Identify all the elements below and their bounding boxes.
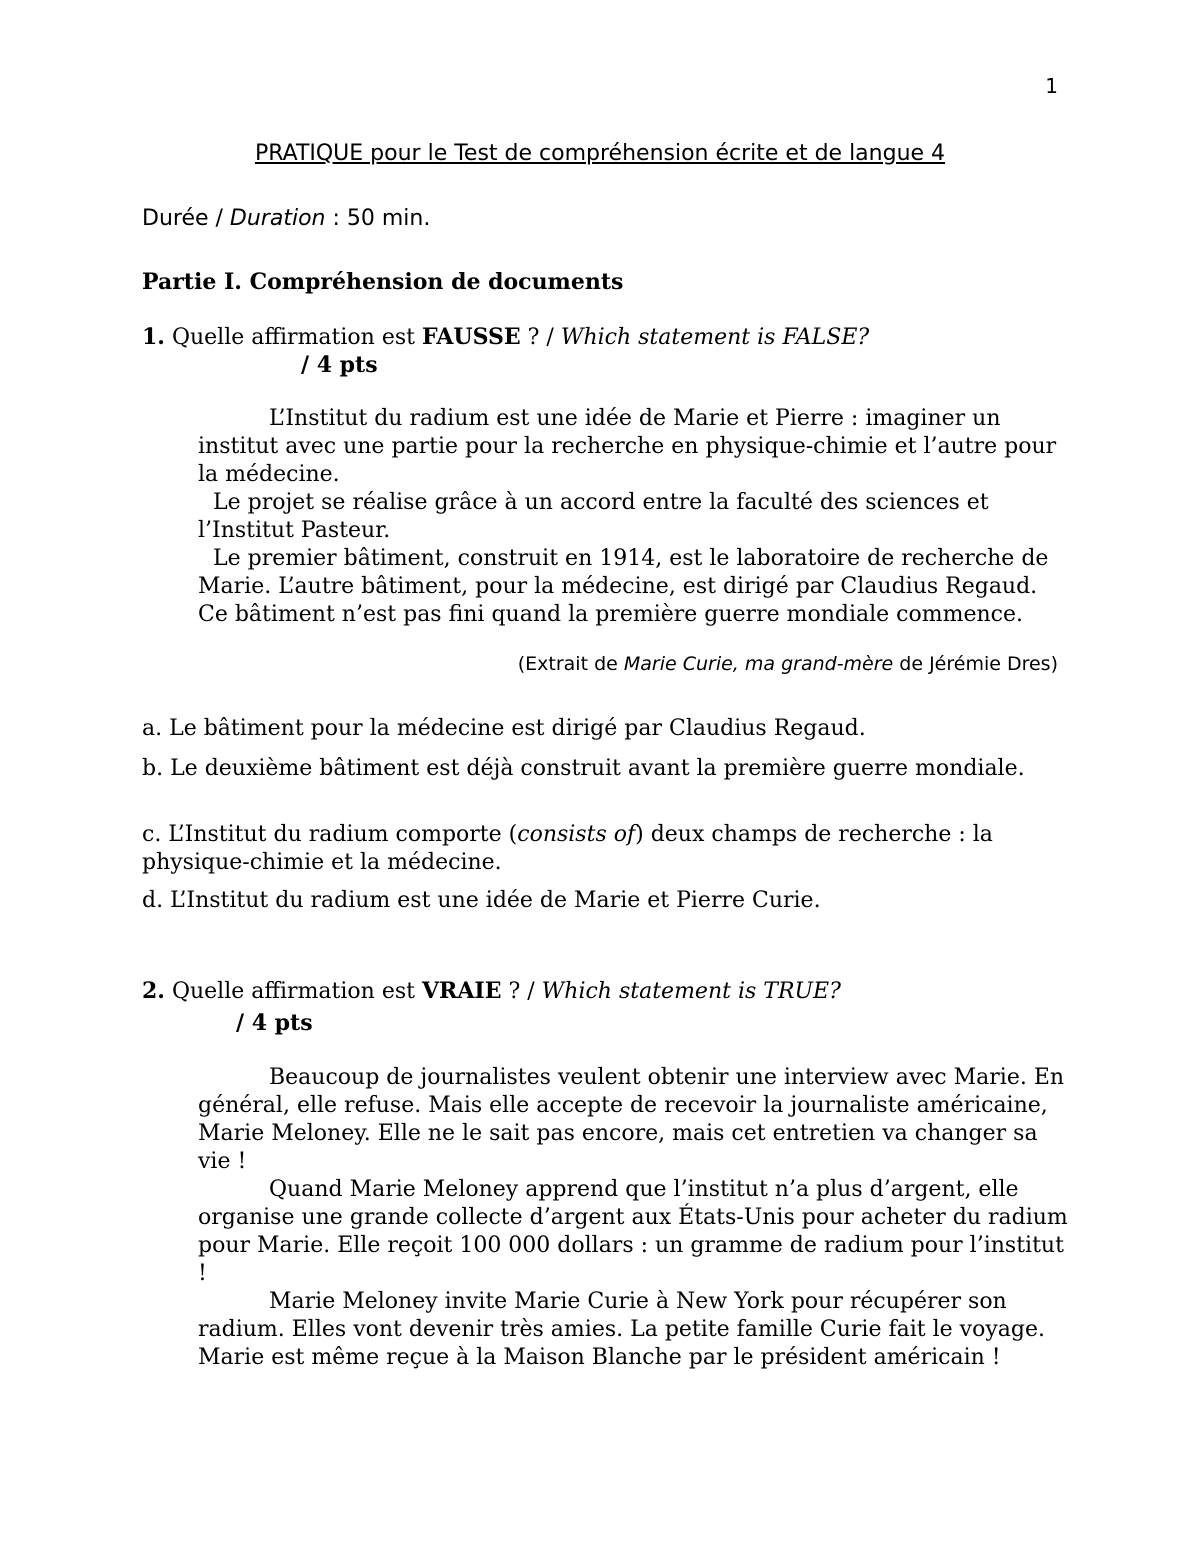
question-1-prompt-en: Which statement is FALSE?	[560, 325, 870, 350]
citation-work: Marie Curie, ma grand-mère	[623, 653, 894, 675]
question-1-points: / 4 pts	[301, 352, 378, 378]
option-b: b. Le deuxième bâtiment est déjà construit avant la première guerre mondiale.	[142, 756, 1025, 781]
question-1-prompt	[142, 323, 869, 352]
option-c	[142, 821, 1062, 877]
question-2-points: / 4 pts	[236, 1010, 313, 1036]
option-c-after: ) deux champs de recherche : la physique-chimie et la médecine.	[142, 822, 993, 875]
duration-label: Durée /	[142, 206, 230, 231]
question-2-prompt-en: Which statement is TRUE?	[541, 979, 841, 1004]
question-1-prompt-fr: Quelle affirmation est	[164, 325, 422, 350]
duration-sep: :	[325, 206, 347, 231]
passage-citation	[518, 652, 1058, 676]
duration-line	[142, 206, 430, 231]
option-d: d. L’Institut du radium est une idée de Marie et Pierre Curie.	[142, 888, 821, 913]
question-1-passage	[198, 405, 1068, 629]
question-1-keyword: FAUSSE	[421, 324, 521, 350]
citation-prefix: (Extrait de	[517, 653, 624, 675]
citation-suffix: de Jérémie Dres)	[893, 653, 1058, 675]
passage-paragraph: Quand Marie Meloney apprend que l’institut n’a plus d’argent, elle organise une grande collecte d’argent aux États-Unis pour acheter du radium pour Marie. Elle reçoit 100 000 dollars : un gramme de radium pour l’institut !	[198, 1177, 1068, 1286]
document-title: PRATIQUE pour le Test de compréhension écrite et de langue 4	[254, 141, 946, 166]
duration-label-en: Duration	[229, 206, 326, 231]
question-2-keyword: VRAIE	[421, 978, 502, 1004]
option-c-italic: consists of	[517, 822, 636, 847]
question-2-prompt	[142, 977, 841, 1006]
page-number: 1	[1045, 74, 1058, 98]
question-2-prompt-mid: ? /	[501, 979, 542, 1004]
passage-paragraph: Le premier bâtiment, construit en 1914, est le laboratoire de recherche de Marie. L’autre bâtiment, pour la médecine, est dirigé par Claudius Regaud. Ce bâtiment n’est pas fini quand la première guerre mondiale commence.	[198, 546, 1049, 627]
option-a: a. Le bâtiment pour la médecine est dirigé par Claudius Regaud.	[142, 716, 866, 741]
section-heading: Partie I. Compréhension de documents	[142, 269, 624, 295]
passage-paragraph: Marie Meloney invite Marie Curie à New York pour récupérer son radium. Elles vont devenir très amies. La petite famille Curie fait le voyage. Marie est même reçue à la Maison Blanche par le président américain !	[198, 1289, 1045, 1370]
question-2-passage	[198, 1064, 1068, 1372]
duration-value: 50 min.	[346, 206, 431, 231]
question-2-number: 2.	[142, 978, 165, 1004]
passage-paragraph: Beaucoup de journalistes veulent obtenir une interview avec Marie. En général, elle refuse. Mais elle accepte de recevoir la journaliste américaine, Marie Meloney. Elle ne le sait pas encore, mais cet entretien va changer sa vie !	[198, 1065, 1065, 1174]
passage-paragraph: Le projet se réalise grâce à un accord entre la faculté des sciences et l’Institut Pasteur.	[198, 490, 989, 543]
passage-paragraph: L’Institut du radium est une idée de Marie et Pierre : imaginer un institut avec une partie pour la recherche en physique-chimie et l’autre pour la médecine.	[198, 406, 1057, 487]
question-1-number: 1.	[142, 324, 165, 350]
question-1-prompt-mid: ? /	[520, 325, 561, 350]
option-c-before: c. L’Institut du radium comporte (	[142, 822, 518, 847]
question-2-prompt-fr: Quelle affirmation est	[164, 979, 422, 1004]
